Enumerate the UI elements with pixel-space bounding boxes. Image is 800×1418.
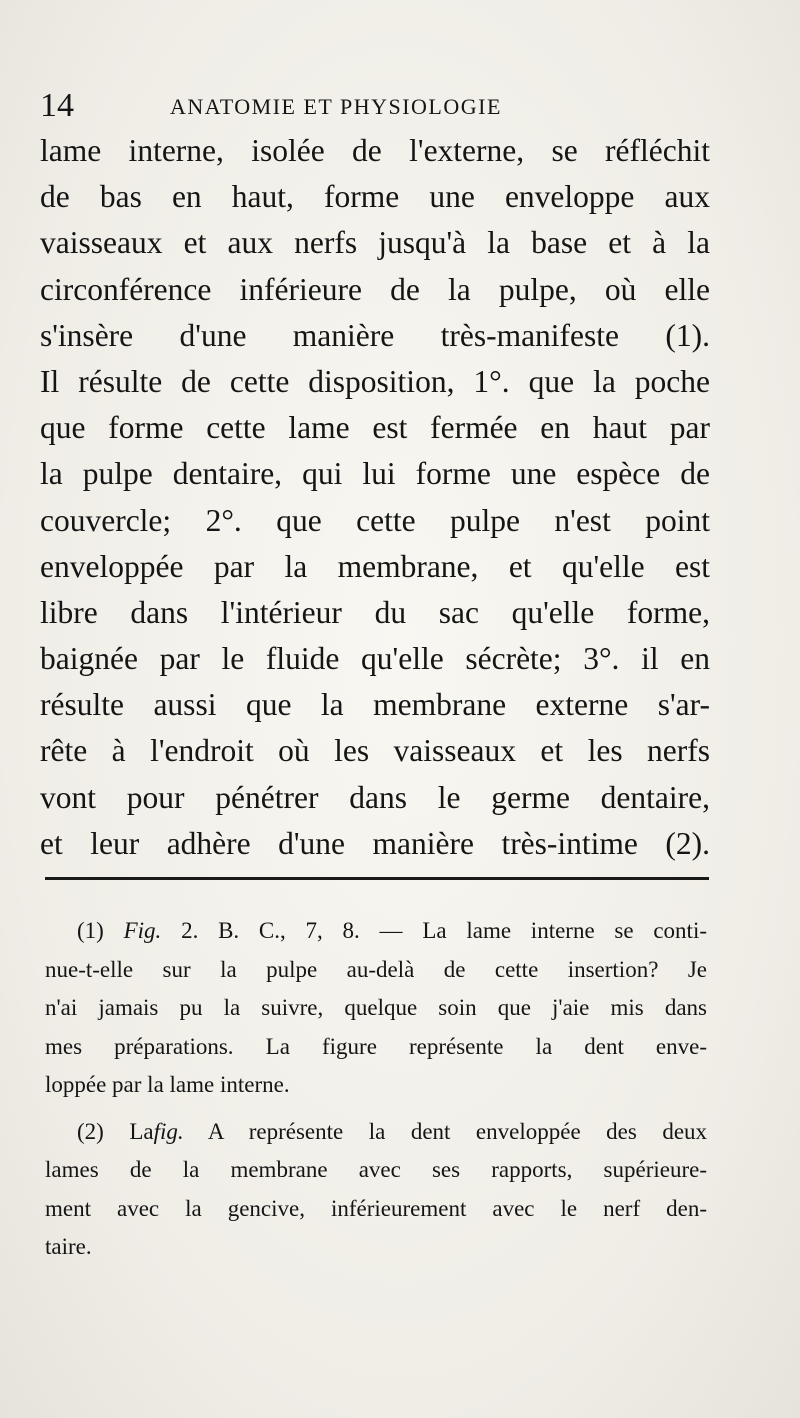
text-line: vont pour pénétrer dans le germe dentaire, bbox=[40, 779, 710, 815]
footnote-line bbox=[45, 1113, 707, 1152]
footnote-line: lames de la membrane avec ses rapports, supérieure- bbox=[45, 1157, 707, 1182]
text-line: libre dans l'intérieur du sac qu'elle forme, bbox=[40, 594, 710, 630]
footnote-1 bbox=[45, 912, 707, 1105]
text-line: que forme cette lame est fermée en haut par bbox=[40, 410, 710, 446]
text-line: baignée par le fluide qu'elle sécrète; 3°. il en bbox=[40, 641, 710, 677]
page-header bbox=[40, 86, 720, 126]
running-head: ANATOMIE ET PHYSIOLOGIE bbox=[170, 94, 502, 119]
main-text bbox=[40, 128, 710, 867]
footnote-separator-rule bbox=[45, 877, 709, 880]
footnote-line: loppée par la lame interne. bbox=[45, 1072, 290, 1097]
text-line: et leur adhère d'une manière très-intime (2). bbox=[40, 825, 710, 861]
footnotes bbox=[45, 912, 707, 1267]
footnote-line bbox=[45, 912, 707, 951]
text-line: lame interne, isolée de l'externe, se réfléchit bbox=[40, 133, 710, 168]
footnote-text: 2. B. C., 7, 8. — La lame interne se conti- bbox=[181, 918, 707, 943]
footnote-text: A représente la dent enveloppée des deux bbox=[207, 1118, 708, 1144]
footnote-line: nue-t-elle sur la pulpe au-delà de cette insertion? Je bbox=[45, 956, 707, 982]
text-line: rête à l'endroit où les vaisseaux et les nerfs bbox=[40, 733, 710, 769]
footnote-marker: (1) bbox=[77, 918, 104, 943]
text-line: résulte aussi que la membrane externe s'ar- bbox=[40, 687, 710, 723]
figure-reference: Fig. bbox=[123, 918, 162, 943]
text-line: couvercle; 2°. que cette pulpe n'est point bbox=[40, 502, 710, 538]
text-line: circonférence inférieure de la pulpe, où elle bbox=[40, 271, 710, 307]
footnote-line: n'ai jamais pu la suivre, quelque soin que j'aie mis dans bbox=[45, 995, 707, 1020]
footnote-marker: (2) La bbox=[77, 1118, 154, 1144]
footnote-line: ment avec la gencive, inférieurement avec le nerf den- bbox=[45, 1195, 707, 1221]
page-number: 14 bbox=[40, 87, 74, 124]
footnote-line: mes préparations. La figure représente la dent enve- bbox=[45, 1033, 707, 1059]
text-line: s'insère d'une manière très-manifeste (1). bbox=[40, 317, 710, 353]
figure-reference: fig. bbox=[153, 1118, 184, 1144]
text-line: la pulpe dentaire, qui lui forme une espèce de bbox=[40, 456, 710, 492]
footnote-line: taire. bbox=[45, 1234, 92, 1259]
text-line: enveloppée par la membrane, et qu'elle est bbox=[40, 548, 710, 584]
text-line: vaisseaux et aux nerfs jusqu'à la base et à la bbox=[40, 225, 710, 261]
text-line: Il résulte de cette disposition, 1°. que la poche bbox=[40, 363, 710, 399]
text-line: de bas en haut, forme une enveloppe aux bbox=[40, 179, 710, 215]
footnote-2 bbox=[45, 1113, 707, 1267]
